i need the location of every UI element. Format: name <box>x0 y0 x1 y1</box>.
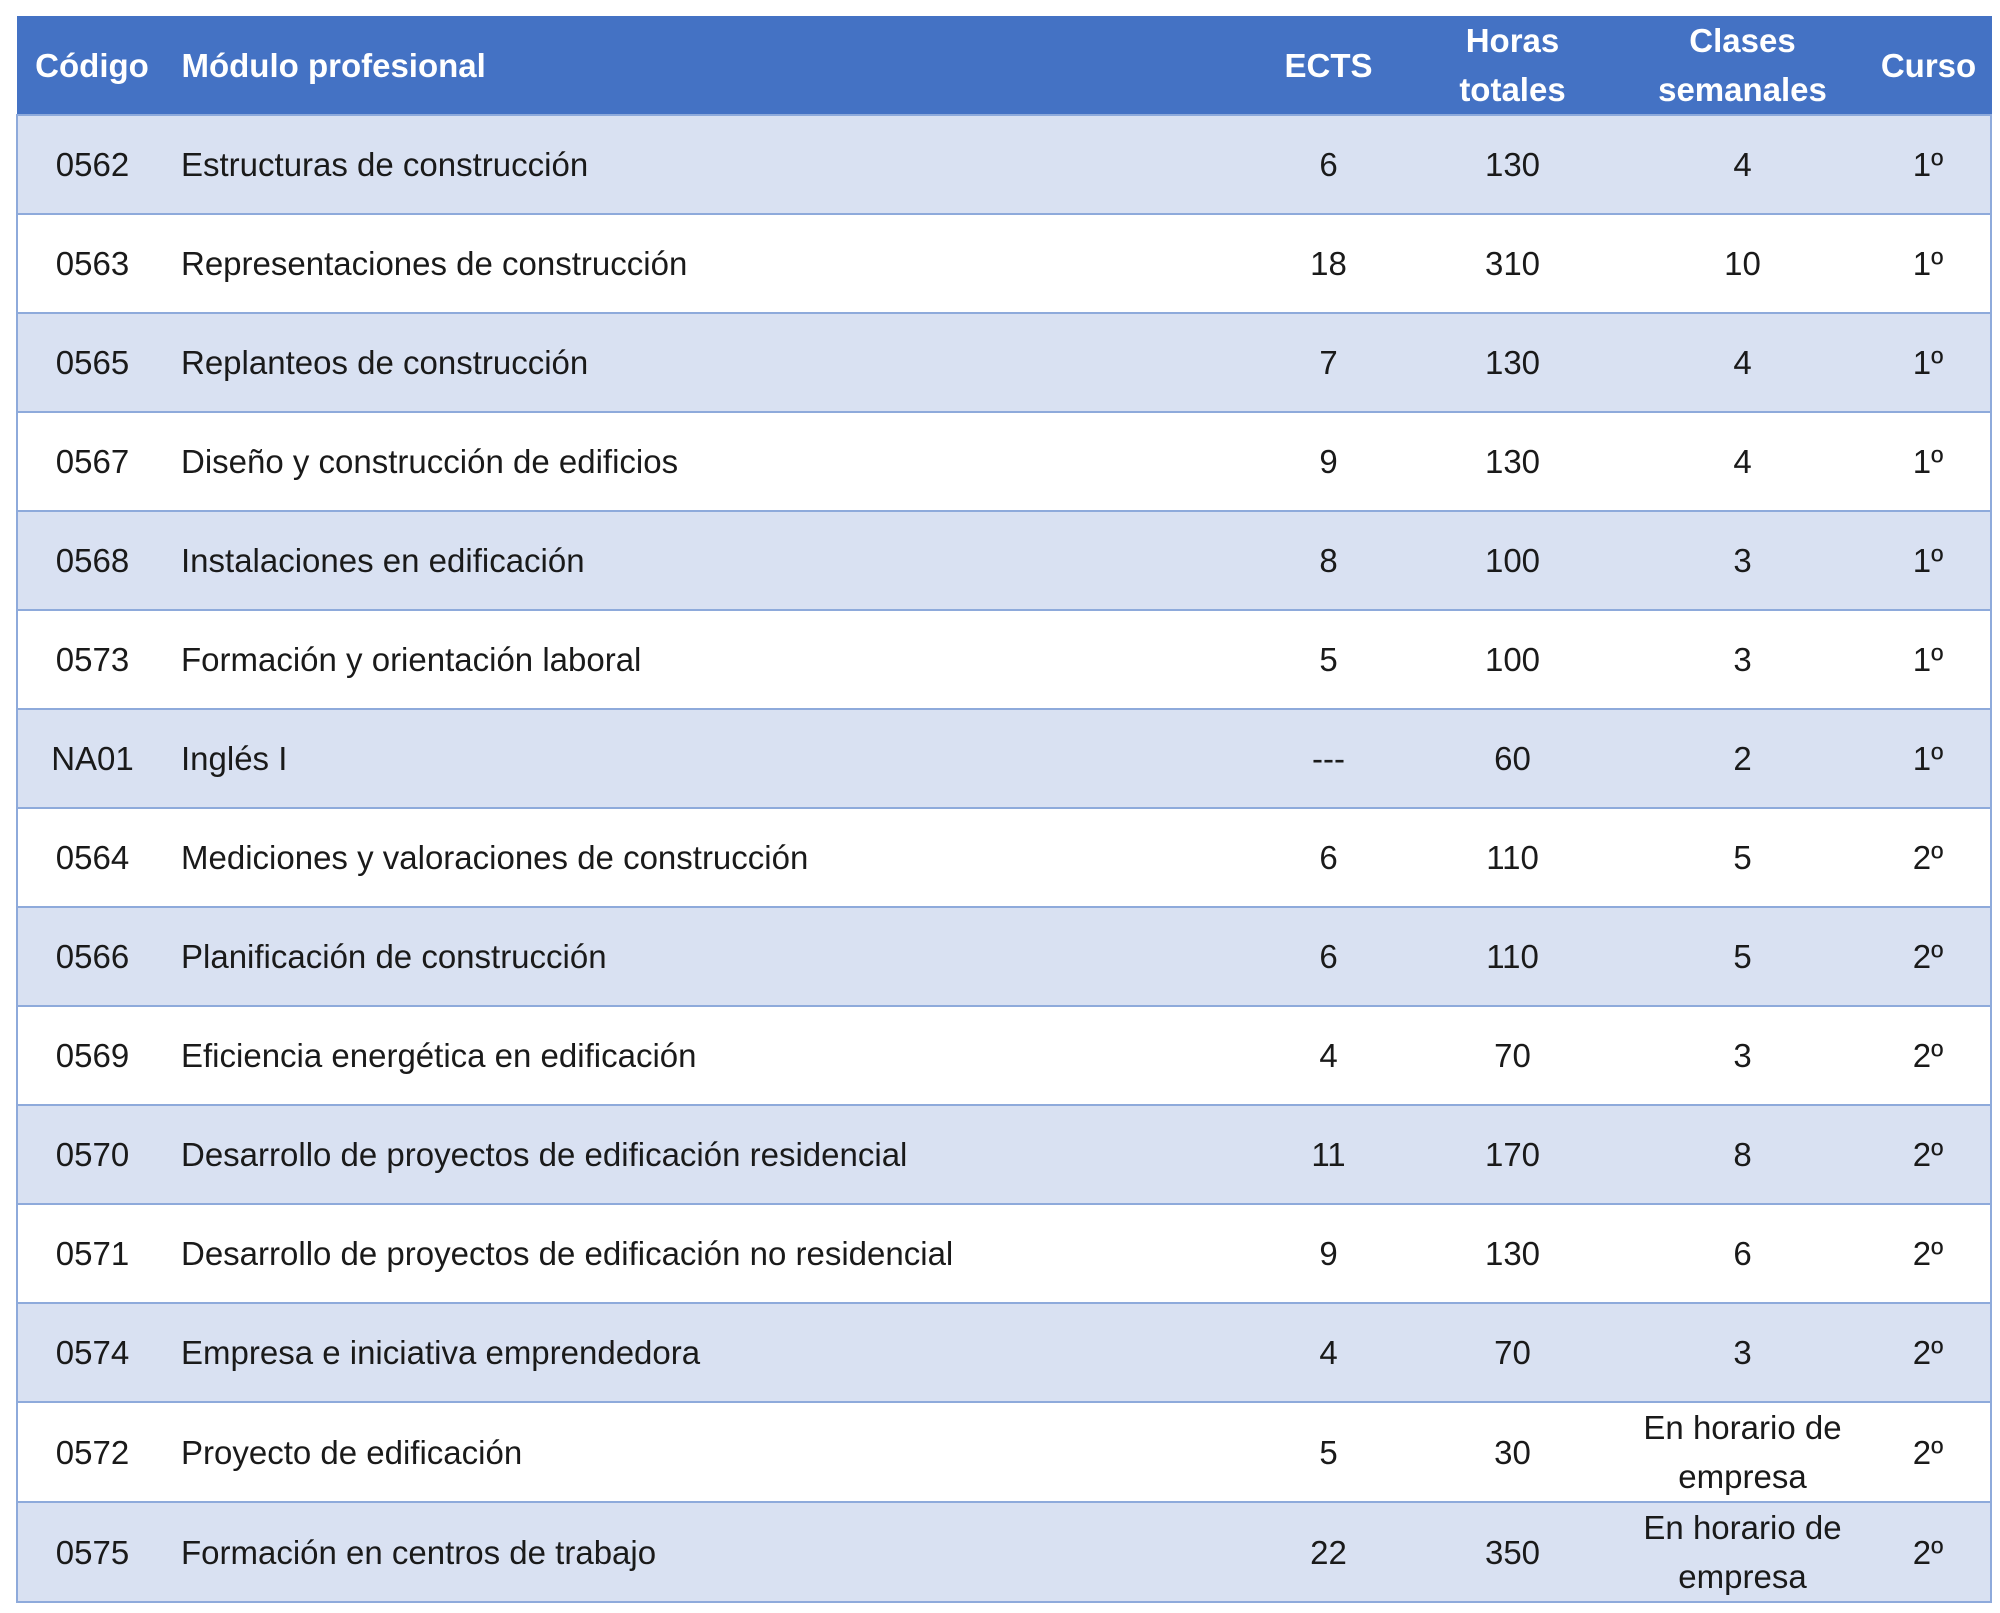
cell-curso: 1º <box>1866 214 1991 313</box>
cell-ects: 9 <box>1251 412 1406 511</box>
cell-horas: 70 <box>1406 1303 1619 1402</box>
cell-codigo: 0568 <box>17 511 167 610</box>
cell-ects: 6 <box>1251 808 1406 907</box>
cell-curso: 2º <box>1866 1105 1991 1204</box>
cell-codigo: 0565 <box>17 313 167 412</box>
cell-modulo: Desarrollo de proyectos de edificación no residencial <box>167 1204 1251 1303</box>
cell-codigo: NA01 <box>17 709 167 808</box>
cell-horas: 100 <box>1406 610 1619 709</box>
cell-curso: 2º <box>1866 1303 1991 1402</box>
cell-clases: 4 <box>1619 115 1866 214</box>
cell-curso: 1º <box>1866 115 1991 214</box>
cell-modulo: Representaciones de construcción <box>167 214 1251 313</box>
table-row <box>17 511 1991 610</box>
modules-table <box>16 16 1992 1603</box>
cell-ects: 18 <box>1251 214 1406 313</box>
cell-horas: 130 <box>1406 115 1619 214</box>
cell-ects: 9 <box>1251 1204 1406 1303</box>
cell-modulo: Formación en centros de trabajo <box>167 1502 1251 1602</box>
cell-codigo: 0564 <box>17 808 167 907</box>
cell-horas: 110 <box>1406 907 1619 1006</box>
cell-curso: 2º <box>1866 1006 1991 1105</box>
cell-clases: 3 <box>1619 610 1866 709</box>
cell-horas: 60 <box>1406 709 1619 808</box>
cell-modulo: Mediciones y valoraciones de construcción <box>167 808 1251 907</box>
cell-codigo: 0569 <box>17 1006 167 1105</box>
cell-modulo: Inglés I <box>167 709 1251 808</box>
header-curso: Curso <box>1866 16 1991 115</box>
cell-modulo: Desarrollo de proyectos de edificación residencial <box>167 1105 1251 1204</box>
cell-modulo: Planificación de construcción <box>167 907 1251 1006</box>
cell-ects: 7 <box>1251 313 1406 412</box>
header-ects: ECTS <box>1251 16 1406 115</box>
cell-clases: 10 <box>1619 214 1866 313</box>
table-row <box>17 313 1991 412</box>
table-row <box>17 115 1991 214</box>
cell-modulo: Proyecto de edificación <box>167 1402 1251 1502</box>
cell-codigo: 0566 <box>17 907 167 1006</box>
cell-ects: 4 <box>1251 1303 1406 1402</box>
table-row <box>17 1006 1991 1105</box>
cell-ects: 8 <box>1251 511 1406 610</box>
cell-modulo: Empresa e iniciativa emprendedora <box>167 1303 1251 1402</box>
cell-horas: 110 <box>1406 808 1619 907</box>
cell-ects: 22 <box>1251 1502 1406 1602</box>
table-body <box>17 115 1991 1602</box>
header-codigo: Código <box>17 16 167 115</box>
cell-curso: 2º <box>1866 1204 1991 1303</box>
cell-horas: 170 <box>1406 1105 1619 1204</box>
cell-curso: 1º <box>1866 709 1991 808</box>
cell-clases: 4 <box>1619 412 1866 511</box>
cell-modulo: Diseño y construcción de edificios <box>167 412 1251 511</box>
cell-horas: 310 <box>1406 214 1619 313</box>
cell-clases: En horario de empresa <box>1619 1502 1866 1602</box>
cell-horas: 100 <box>1406 511 1619 610</box>
cell-horas: 70 <box>1406 1006 1619 1105</box>
cell-modulo: Instalaciones en edificación <box>167 511 1251 610</box>
cell-ects: 5 <box>1251 610 1406 709</box>
cell-modulo: Replanteos de construcción <box>167 313 1251 412</box>
table-row <box>17 709 1991 808</box>
cell-curso: 1º <box>1866 610 1991 709</box>
cell-curso: 1º <box>1866 511 1991 610</box>
cell-clases: 5 <box>1619 808 1866 907</box>
cell-codigo: 0574 <box>17 1303 167 1402</box>
cell-horas: 130 <box>1406 313 1619 412</box>
cell-modulo: Eficiencia energética en edificación <box>167 1006 1251 1105</box>
table-row <box>17 412 1991 511</box>
cell-codigo: 0567 <box>17 412 167 511</box>
cell-curso: 2º <box>1866 808 1991 907</box>
header-modulo: Módulo profesional <box>167 16 1251 115</box>
cell-ects: 6 <box>1251 115 1406 214</box>
cell-clases: 2 <box>1619 709 1866 808</box>
table-row <box>17 1105 1991 1204</box>
cell-curso: 1º <box>1866 412 1991 511</box>
cell-codigo: 0570 <box>17 1105 167 1204</box>
cell-curso: 2º <box>1866 907 1991 1006</box>
cell-clases: 6 <box>1619 1204 1866 1303</box>
header-horas: Horas totales <box>1406 16 1619 115</box>
cell-codigo: 0571 <box>17 1204 167 1303</box>
table-row <box>17 610 1991 709</box>
cell-horas: 130 <box>1406 412 1619 511</box>
cell-clases: 3 <box>1619 1303 1866 1402</box>
table-row <box>17 1204 1991 1303</box>
cell-ects: --- <box>1251 709 1406 808</box>
cell-modulo: Estructuras de construcción <box>167 115 1251 214</box>
cell-codigo: 0573 <box>17 610 167 709</box>
cell-ects: 6 <box>1251 907 1406 1006</box>
cell-horas: 130 <box>1406 1204 1619 1303</box>
cell-curso: 2º <box>1866 1402 1991 1502</box>
modules-table-container <box>16 16 1990 1603</box>
table-row <box>17 808 1991 907</box>
cell-clases: 3 <box>1619 511 1866 610</box>
cell-modulo: Formación y orientación laboral <box>167 610 1251 709</box>
cell-clases: 8 <box>1619 1105 1866 1204</box>
cell-codigo: 0563 <box>17 214 167 313</box>
header-clases: Clases semanales <box>1619 16 1866 115</box>
table-row <box>17 907 1991 1006</box>
cell-curso: 1º <box>1866 313 1991 412</box>
cell-horas: 30 <box>1406 1402 1619 1502</box>
cell-codigo: 0562 <box>17 115 167 214</box>
cell-codigo: 0572 <box>17 1402 167 1502</box>
table-row <box>17 214 1991 313</box>
cell-clases: En horario de empresa <box>1619 1402 1866 1502</box>
cell-ects: 11 <box>1251 1105 1406 1204</box>
table-row <box>17 1402 1991 1502</box>
table-header <box>17 16 1991 115</box>
table-row <box>17 1303 1991 1402</box>
cell-clases: 5 <box>1619 907 1866 1006</box>
header-row <box>17 16 1991 115</box>
cell-codigo: 0575 <box>17 1502 167 1602</box>
cell-ects: 5 <box>1251 1402 1406 1502</box>
cell-clases: 3 <box>1619 1006 1866 1105</box>
cell-curso: 2º <box>1866 1502 1991 1602</box>
cell-clases: 4 <box>1619 313 1866 412</box>
cell-horas: 350 <box>1406 1502 1619 1602</box>
table-row <box>17 1502 1991 1602</box>
cell-ects: 4 <box>1251 1006 1406 1105</box>
